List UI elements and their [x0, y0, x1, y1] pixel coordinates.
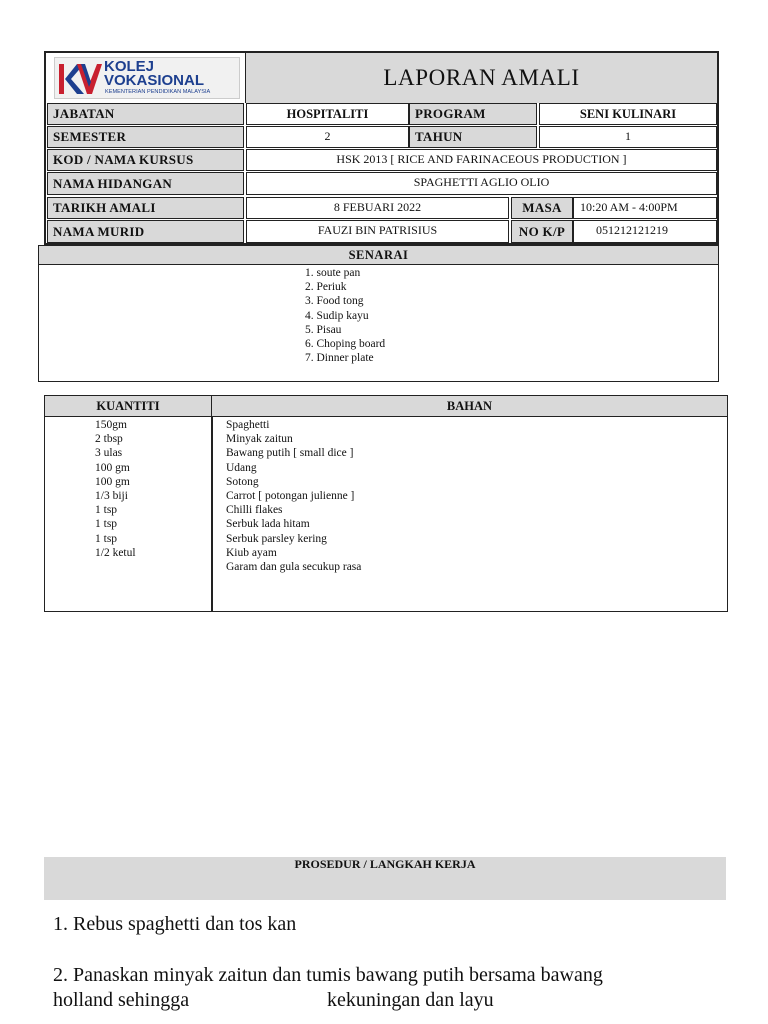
prosedur-step-2-part-b: kekuningan dan layu — [327, 989, 494, 1011]
quantity-cell: 1 tsp — [95, 518, 118, 531]
semester-label: SEMESTER — [47, 126, 244, 148]
prosedur-header — [44, 857, 726, 900]
prosedur-title: PROSEDUR / LANGKAH KERJA — [294, 857, 476, 871]
quantity-cell: 1/3 biji — [95, 490, 128, 503]
bahan-table — [44, 395, 728, 612]
bahan-header: BAHAN — [212, 396, 727, 417]
list-item: 7. Dinner plate — [305, 352, 374, 365]
kv-emblem-icon — [57, 60, 103, 98]
quantity-cell: 150gm — [95, 419, 127, 431]
ingredient-cell: Spaghetti — [226, 419, 270, 431]
ingredient-cell: Bawang putih [ small dice ] — [226, 447, 354, 460]
title-cell — [246, 53, 717, 103]
ingredient-cell: Kiub ayam — [226, 546, 277, 559]
logo-text-vokasional: VOKASIONAL — [104, 72, 205, 89]
ingredient-cell: Serbuk parsley kering — [226, 532, 327, 545]
list-item: 4. Sudip kayu — [305, 309, 369, 322]
ingredient-cell: Serbuk lada hitam — [226, 518, 310, 531]
ingredient-cell: Chilli flakes — [226, 504, 283, 517]
masa-label: MASA — [511, 197, 573, 219]
quantity-cell: 2 tbsp — [95, 433, 123, 446]
kod-label: KOD / NAMA KURSUS — [47, 149, 244, 171]
quantity-cell: 100 gm — [95, 461, 130, 474]
logo-text-kolej: KOLEJ — [104, 58, 155, 75]
ingredient-cell: Garam dan gula secukup rasa — [226, 561, 362, 574]
tahun-value: 1 — [539, 126, 717, 148]
tarikh-value: 8 FEBUARI 2022 — [246, 197, 509, 219]
quantity-cell: 1 tsp — [95, 504, 118, 517]
quantity-cell: 100 gm — [95, 475, 130, 488]
list-item: 3. Food tong — [305, 295, 364, 308]
nokp-value: 051212121219 — [573, 220, 717, 243]
program-label: PROGRAM — [409, 103, 537, 125]
ingredient-cell: Sotong — [226, 475, 259, 488]
prosedur-step-2-line-1: 2. Panaskan minyak zaitun dan tumis bawang putih bersama bawang — [53, 964, 603, 986]
prosedur-step-2-part-a: holland sehingga — [53, 989, 190, 1011]
murid-label: NAMA MURID — [47, 220, 244, 243]
semester-value: 2 — [246, 126, 409, 148]
ingredient-cell: Minyak zaitun — [226, 433, 293, 446]
logo-text-kementerian: KEMENTERIAN PENDIDIKAN MALAYSIA — [105, 89, 211, 95]
senarai-list — [305, 266, 385, 365]
masa-value: 10:20 AM - 4:00PM — [573, 197, 717, 219]
hidangan-label: NAMA HIDANGAN — [47, 172, 244, 195]
kolej-vokasional-logo — [54, 57, 240, 99]
jabatan-value: HOSPITALITI — [246, 103, 409, 125]
tahun-label: TAHUN — [409, 126, 537, 148]
bahan-column — [226, 418, 361, 574]
senarai-header: SENARAI — [39, 246, 718, 265]
ingredient-cell: Udang — [226, 461, 257, 474]
nokp-label: NO K/P — [511, 220, 573, 243]
page-title: LAPORAN AMALI — [383, 65, 580, 90]
kuantiti-header: KUANTITI — [45, 396, 212, 417]
quantity-cell: 1 tsp — [95, 532, 118, 545]
prosedur-step-1: 1. Rebus spaghetti dan tos kan — [53, 913, 297, 935]
list-item: 5. Pisau — [305, 323, 342, 336]
hidangan-value: SPAGHETTI AGLIO OLIO — [246, 172, 717, 195]
kuantiti-column — [95, 418, 136, 560]
list-item: 2. Periuk — [305, 281, 347, 294]
murid-value: FAUZI BIN PATRISIUS — [246, 220, 509, 243]
list-item: 1. soute pan — [305, 267, 361, 279]
quantity-cell: 3 ulas — [95, 447, 123, 460]
tarikh-label: TARIKH AMALI — [47, 197, 244, 219]
quantity-cell: 1/2 ketul — [95, 546, 136, 559]
jabatan-label: JABATAN — [47, 103, 244, 125]
bahan-divider — [211, 417, 213, 611]
program-value: SENI KULINARI — [539, 103, 717, 125]
list-item: 6. Choping board — [305, 338, 386, 351]
kod-value: HSK 2013 [ RICE AND FARINACEOUS PRODUCTION ] — [246, 149, 717, 171]
logo-cell — [46, 53, 246, 103]
ingredient-cell: Carrot [ potongan julienne ] — [226, 490, 355, 503]
